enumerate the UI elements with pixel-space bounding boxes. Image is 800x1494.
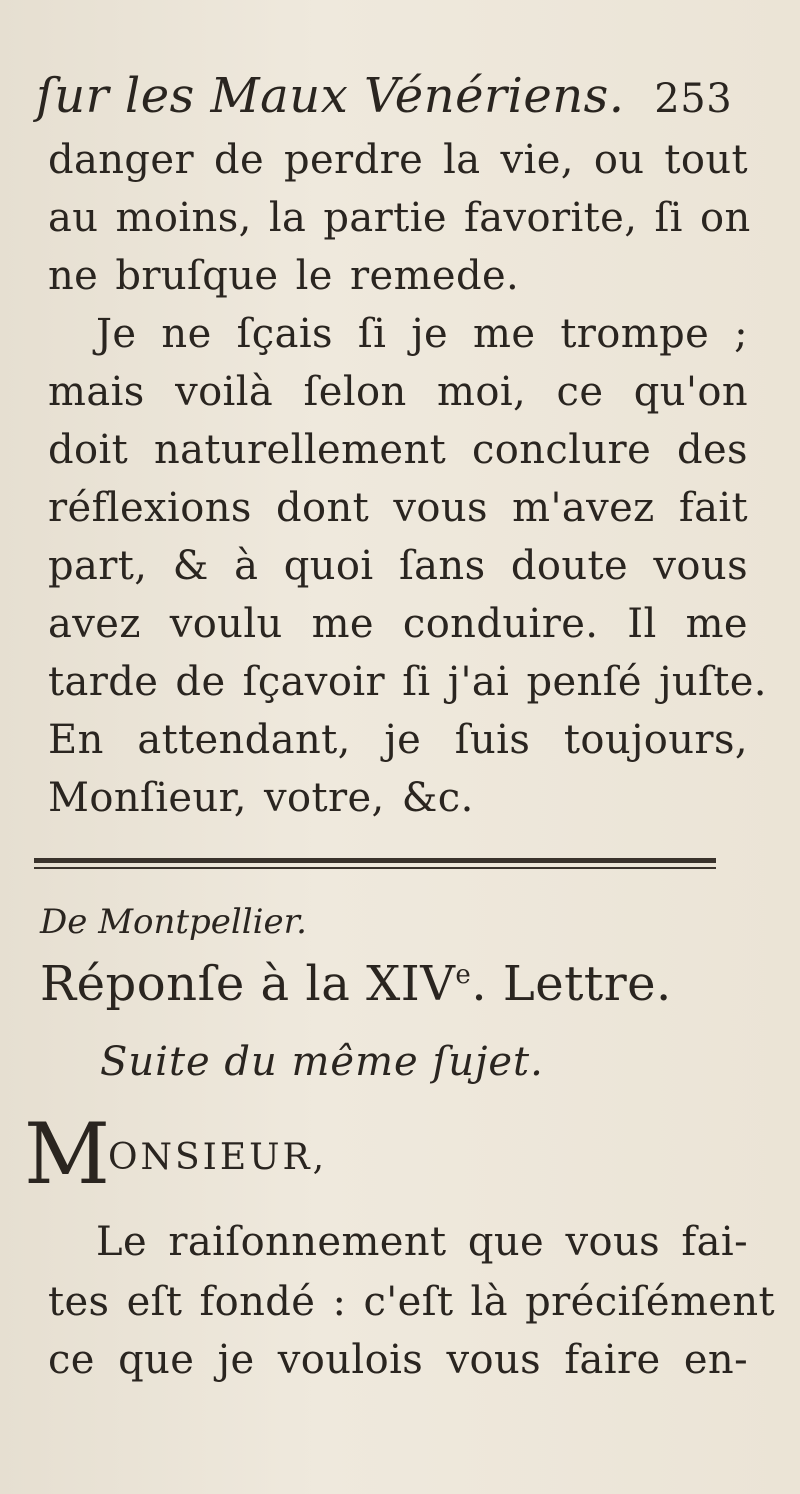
text-line: tes eſt fondé : c'eſt là préciſément <box>48 1279 776 1325</box>
section-rule-thin <box>34 867 716 869</box>
text-line: danger de perdre la vie, ou tout <box>48 137 748 183</box>
reply-prefix: Réponſe à la XIV <box>40 956 456 1012</box>
text-line: mais voilà ſelon moi, ce qu'on <box>48 369 748 415</box>
section-rule <box>34 858 716 863</box>
letter-origin: De Montpellier. <box>40 902 307 942</box>
text-line: ne bruſque le remede. <box>48 253 520 299</box>
reply-suffix: . Lettre. <box>471 956 672 1012</box>
text-line: tarde de ſçavoir ſi j'ai penſé juſte. <box>48 659 767 705</box>
header-title: ſur les Maux Vénériens. <box>36 68 625 124</box>
text-line: part, & à quoi ſans doute vous <box>48 543 748 589</box>
text-line: En attendant, je ſuis toujours, <box>48 717 748 763</box>
text-line: ce que je voulois vous faire en- <box>48 1337 748 1383</box>
drop-capital: M <box>24 1105 111 1203</box>
text-line: Je ne ſçais ſi je me trompe ; <box>96 311 748 357</box>
reply-superscript: e <box>455 960 472 990</box>
text-line: doit naturellement conclure des <box>48 427 748 473</box>
letter-heading <box>40 956 672 1012</box>
text-line: Le raiſonnement que vous fai- <box>96 1219 748 1265</box>
text-line: réflexions dont vous m'avez fait <box>48 485 748 531</box>
text-line: avez voulu me conduire. Il me <box>48 601 748 647</box>
letter-subject: Suite du même ſujet. <box>100 1039 544 1085</box>
text-line: au moins, la partie favorite, ſi on <box>48 195 751 241</box>
text-line: Monſieur, votre, &c. <box>48 775 474 821</box>
page-number: 253 <box>654 76 733 122</box>
salutation: ONSIEUR, <box>108 1137 328 1178</box>
